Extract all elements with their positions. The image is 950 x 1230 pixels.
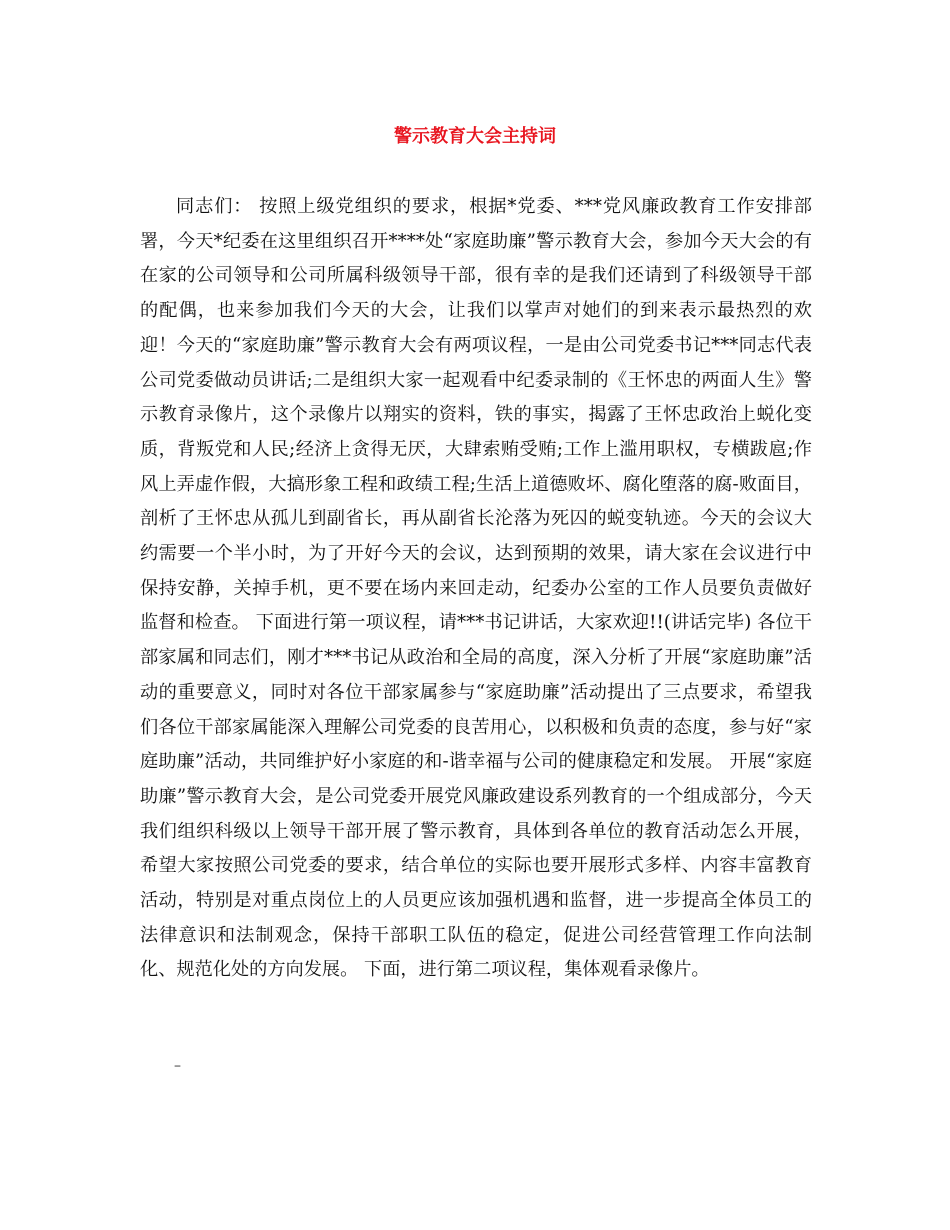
footer-dash-mark: –	[174, 1058, 181, 1074]
document-title: 警示教育大会主持词	[394, 126, 556, 147]
document-body-paragraph: 同志们： 按照上级党组织的要求，根据*党委、***党风廉政教育工作安排部署，今天*纪委在这里组织召开****处“家庭助廉”警示教育大会，参加今天大会的有在家的公司领导和公司所属科级领导干部，很有幸的是我们还请到了科级领导干部的配偶，也来参加我们今天的大会，让我们以掌声对她们的到来表示最热烈的欢迎！今天的“家庭助廉”警示教育大会有两项议程，一是由公司党委书记***同志代表公司党委做动员讲话;二是组织大家一起观看中纪委录制的《王怀忠的两面人生》警示教育录像片，这个录像片以翔实的资料，铁的事实，揭露了王怀忠政治上蜕化变质，背叛党和人民;经济上贪得无厌，大肆索贿受贿;工作上滥用职权，专横跋扈;作风上弄虚作假，大搞形象工程和政绩工程;生活上道德败坏、腐化堕落的腐-败面目，剖析了王怀忠从孤儿到副省长，再从副省长沦落为死囚的蜕变轨迹。今天的会议大约需要一个半小时，为了开好今天的会议，达到预期的效果，请大家在会议进行中保持安静，关掉手机，更不要在场内来回走动，纪委办公室的工作人员要负责做好监督和检查。 下面进行第一项议程，请***书记讲话，大家欢迎!!(讲话完毕) 各位干部家属和同志们，刚才***书记从政治和全局的高度，深入分析了开展“家庭助廉”活动的重要意义，同时对各位干部家属参与“家庭助廉”活动提出了三点要求，希望我们各位干部家属能深入理解公司党委的良苦用心，以积极和负责的态度，参与好“家庭助廉”活动，共同维护好小家庭的和-谐幸福与公司的健康稳定和发展。 开展“家庭助廉”警示教育大会，是公司党委开展党风廉政建设系列教育的一个组成部分，今天我们组织科级以上领导干部开展了警示教育，具体到各单位的教育活动怎么开展，希望大家按照公司党委的要求，结合单位的实际也要开展形式多样、内容丰富教育活动，特别是对重点岗位上的人员更应该加强机遇和监督，进一步提高全体员工的法律意识和法制观念，保持干部职工队伍的稳定，促进公司经营管理工作向法制化、规范化处的方向发展。 下面，进行第二项议程，集体观看录像片。	[140, 196, 812, 981]
